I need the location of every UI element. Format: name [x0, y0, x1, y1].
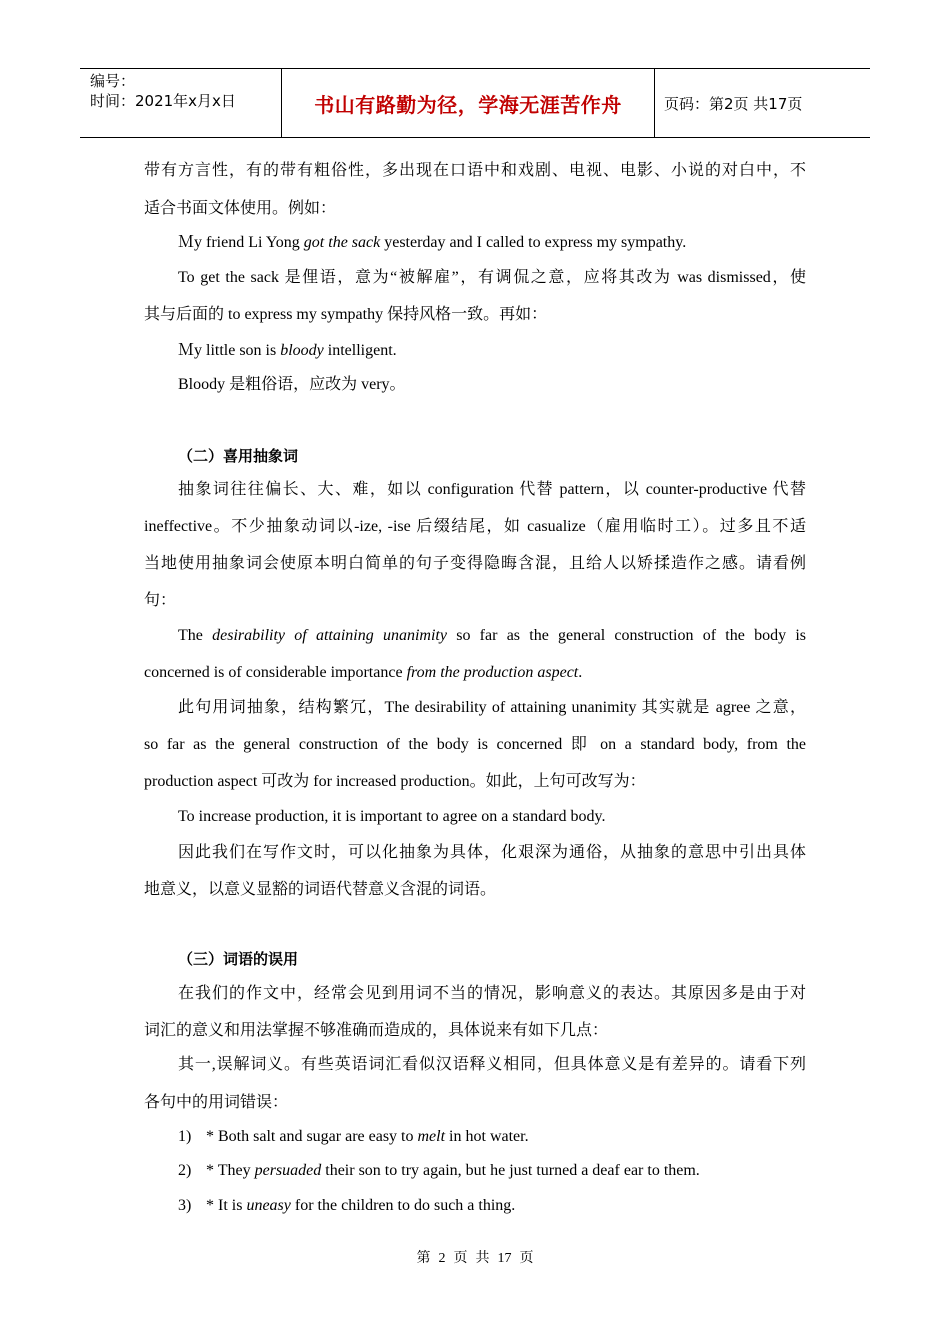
- footer-text: 页: [453, 1251, 468, 1266]
- text-run: in hot water.: [445, 1128, 529, 1145]
- header-motto: 书山有路勤为径，学海无涯苦作舟: [314, 93, 622, 117]
- italic-text: got the sack: [303, 234, 381, 251]
- list-number: 2): [178, 1162, 192, 1179]
- paragraph-line: 其与后面的 to express my sympathy 保持风格一致。再如：: [144, 306, 548, 323]
- serial-label: 编号：: [90, 72, 136, 90]
- text-run: their son to try again, but he just turned a deaf ear to them.: [321, 1162, 700, 1179]
- date-text: 时间：2021年x月x日: [90, 92, 236, 110]
- italic-text: persuaded: [254, 1162, 322, 1179]
- text-run: * Both salt and sugar are easy to: [206, 1128, 418, 1145]
- paragraph-line: 适合书面文体使用。例如：: [144, 200, 337, 217]
- paragraph-line: 此句用词抽象，结构繁冗，The desirability of attaining unanimity 其实就是 agree 之意，: [178, 699, 806, 716]
- text-run: Ｍy little son is: [178, 342, 281, 359]
- paragraph-line: 地意义，以意义显豁的词语代替意义含混的词语。: [144, 881, 497, 898]
- example-sentence: [144, 663, 806, 683]
- text-run: so far as the general construction of the body is: [446, 627, 807, 644]
- header-info: [90, 71, 236, 111]
- text-run: * They: [206, 1162, 255, 1179]
- section-heading: （三）词语的误用: [178, 950, 299, 968]
- list-number: 1): [178, 1128, 192, 1145]
- text-run: Ｍy friend Li Yong: [178, 234, 304, 251]
- italic-text: desirability of attaining unanimity: [212, 627, 447, 644]
- paragraph-line: production aspect 可改为 for increased production。如此，上句可改写为：: [144, 773, 646, 790]
- text-run: concerned is of considerable importance: [144, 664, 407, 681]
- italic-text: from the production aspect: [406, 664, 579, 681]
- paragraph-line: 各句中的用词错误：: [144, 1094, 289, 1111]
- italic-text: bloody: [280, 342, 324, 359]
- footer-text: 第: [416, 1251, 431, 1266]
- footer-text: 页: [519, 1251, 534, 1266]
- footer-total-pages: 17: [497, 1251, 512, 1266]
- text-run: yesterday and I called to express my sympathy.: [380, 234, 687, 251]
- paragraph-line: 抽象词往往偏长、大、难，如以 configuration 代替 pattern，以 counter-productive 代替: [178, 481, 806, 498]
- paragraph-line: To get the sack 是俚语，意为“被解雇”，有调侃之意，应将其改为 was dismissed，使: [178, 269, 806, 286]
- paragraph-line: 在我们的作文中，经常会见到用词不当的情况，影响意义的表达。其原因多是由于对: [178, 985, 806, 1002]
- paragraph-line: 当地使用抽象词会使原本明白简单的句子变得隐晦含混，且给人以矫揉造作之感。请看例: [144, 555, 806, 572]
- list-item: [178, 1196, 806, 1216]
- list-item: [178, 1127, 806, 1147]
- paragraph-line: ineffective。不少抽象动词以-ize, -ise 后缀结尾，如 casualize（雇用临时工）。过多且不适: [144, 518, 806, 535]
- header-divider: [654, 69, 655, 137]
- text-run: The: [178, 627, 213, 644]
- list-number: 3): [178, 1197, 192, 1214]
- paragraph-line: 因此我们在写作文时，可以化抽象为具体，化艰深为通俗，从抽象的意思中引出具体: [178, 844, 806, 861]
- text-run: .: [578, 664, 583, 681]
- paragraph-line: Bloody 是粗俗语，应改为 very。: [178, 376, 406, 393]
- header-page-number: 页码：第2页 共17页: [664, 95, 803, 113]
- header-table: [80, 68, 870, 138]
- page-footer: [0, 1247, 950, 1267]
- section-heading: （二）喜用抽象词: [178, 447, 299, 465]
- text-run: intelligent.: [323, 342, 397, 359]
- paragraph-line: 其一,误解词义。有些英语词汇看似汉语释义相同，但具体意义是有差异的。请看下列: [178, 1056, 806, 1073]
- italic-text: melt: [417, 1128, 446, 1145]
- text-run: for the children to do such a thing.: [290, 1197, 516, 1214]
- example-sentence: [178, 626, 806, 646]
- paragraph-line: 带有方言性，有的带有粗俗性，多出现在口语中和戏剧、电视、电影、小说的对白中，不: [144, 162, 806, 179]
- text-run: * It is: [206, 1197, 247, 1214]
- example-sentence: [178, 341, 806, 361]
- paragraph-line: 词汇的意义和用法掌握不够准确而造成的，具体说来有如下几点：: [144, 1022, 609, 1039]
- example-sentence: To increase production, it is important to agree on a standard body.: [178, 808, 606, 825]
- example-sentence: [178, 233, 806, 253]
- paragraph-line: so far as the general construction of the body is concerned 即 on a standard body, from the: [144, 736, 806, 753]
- footer-page-number: 2: [438, 1251, 446, 1266]
- paragraph-line: 句：: [144, 592, 177, 609]
- list-item: [178, 1161, 806, 1181]
- italic-text: uneasy: [246, 1197, 291, 1214]
- footer-text: 共: [475, 1251, 490, 1266]
